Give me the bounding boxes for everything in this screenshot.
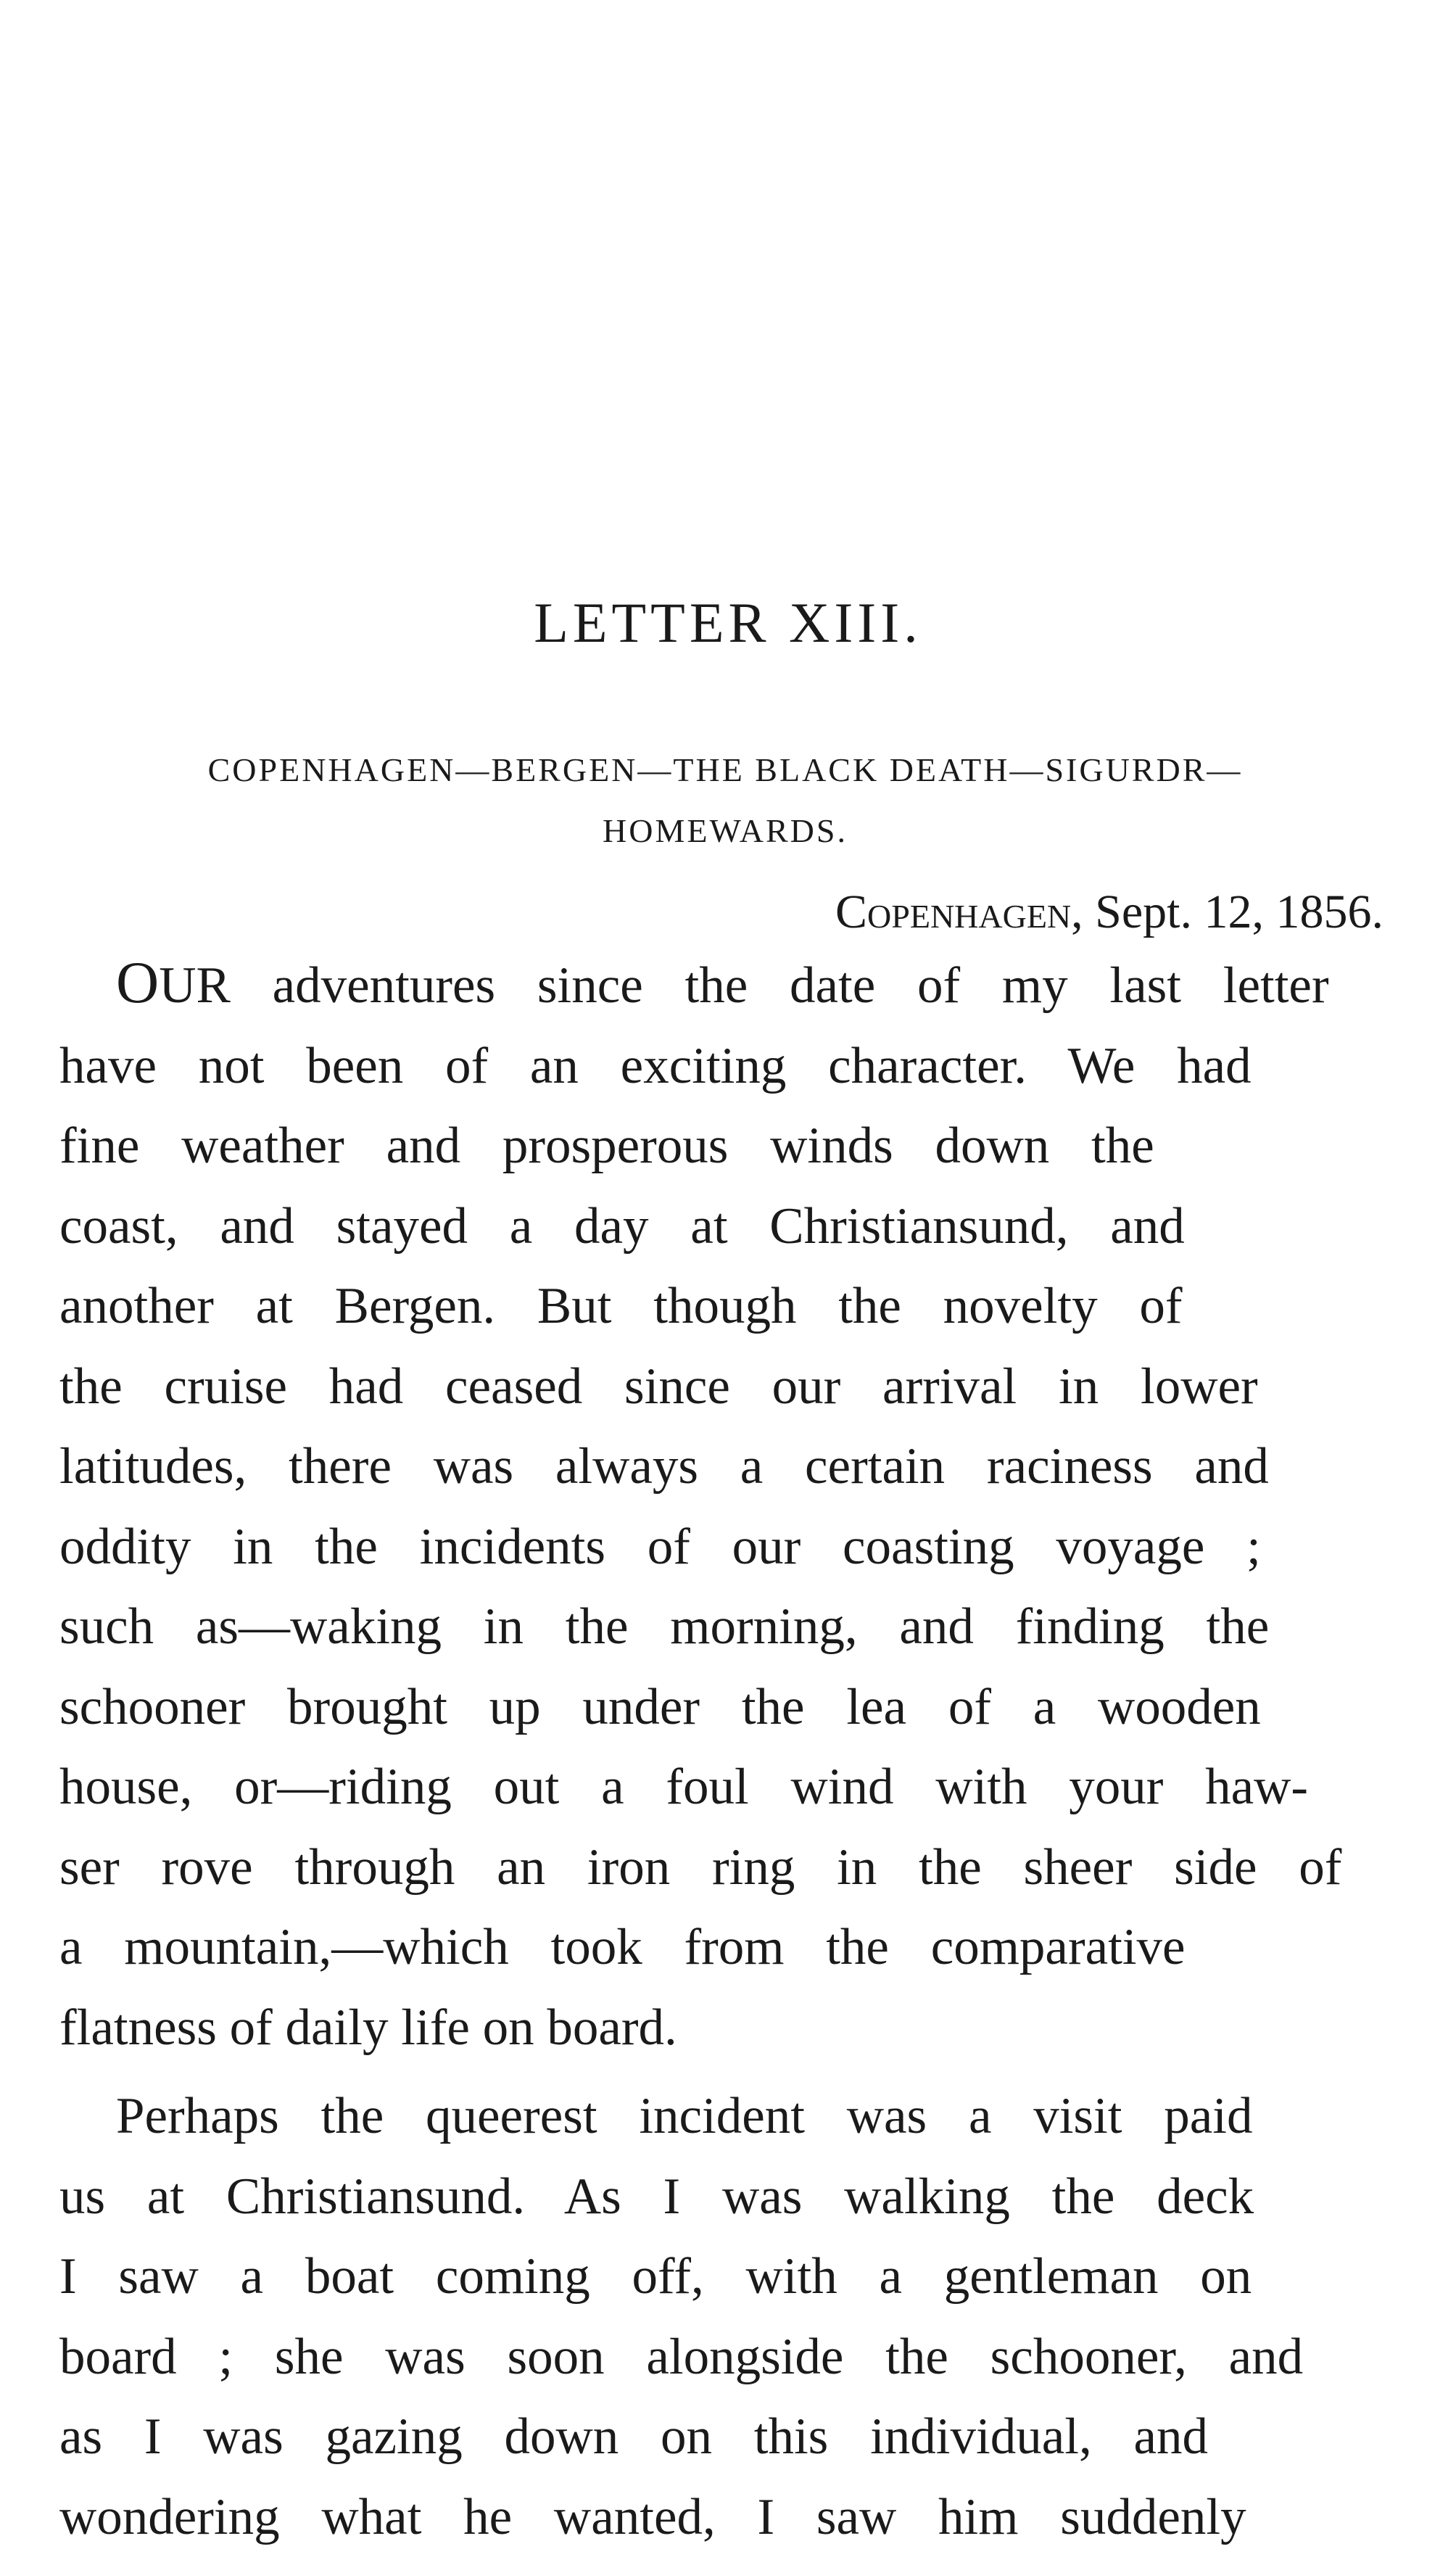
chapter-summary [51,740,1399,862]
dateline-place: Copenhagen [835,885,1071,938]
text-line: coast, and stayed a day at Christiansund, and [59,1186,1394,1267]
text-line: wondering what he wanted, I saw him suddenly [59,2477,1394,2557]
text-line: have not been of an exciting character. We had [59,1026,1394,1107]
text-line: flatness of daily life on board. [59,1988,1394,2068]
letter-heading: LETTER XIII. [0,595,1456,651]
text-line: another at Bergen. But though the novelty of [59,1266,1394,1347]
dateline [835,888,1383,936]
chapter-summary-line-2: HOMEWARDS. [51,801,1399,862]
text-line: such as—waking in the morning, and finding the [59,1587,1394,1667]
text-line: latitudes, there was always a certain raciness and [59,1426,1394,1507]
text-line: fine weather and prosperous winds down the [59,1106,1394,1186]
text-line: oddity in the incidents of our coasting voyage ; [59,1507,1394,1587]
text-line: board ; she was soon alongside the schooner, and [59,2317,1394,2397]
text-line: as I was gazing down on this individual, and [59,2397,1394,2477]
text-line: schooner brought up under the lea of a wooden [59,1667,1394,1748]
text-line: us at Christiansund. As I was walking the deck [59,2157,1394,2237]
text-line-content: adventures since the date of my last letter [231,957,1329,1014]
text-line: the cruise had ceased since our arrival in lower [59,1347,1394,1427]
text-line: house, or—riding out a foul wind with your haw- [59,1747,1394,1827]
dateline-date: , Sept. 12, 1856. [1071,885,1383,938]
text-line [59,943,1394,1026]
text-line: I saw a boat coming off, with a gentleman on [59,2236,1394,2317]
paragraph [59,2076,1394,2557]
body-text [59,943,1394,2557]
opening-capital: O [116,949,159,1015]
chapter-summary-line-1: COPENHAGEN—BERGEN—THE BLACK DEATH—SIGURDR— [51,740,1399,801]
opening-small-caps: UR [159,957,231,1014]
text-line: Perhaps the queerest incident was a visit paid [59,2076,1394,2157]
text-line: a mountain,—which took from the comparative [59,1907,1394,1988]
text-line: ser rove through an iron ring in the sheer side of [59,1827,1394,1908]
paragraph [59,943,1394,2068]
